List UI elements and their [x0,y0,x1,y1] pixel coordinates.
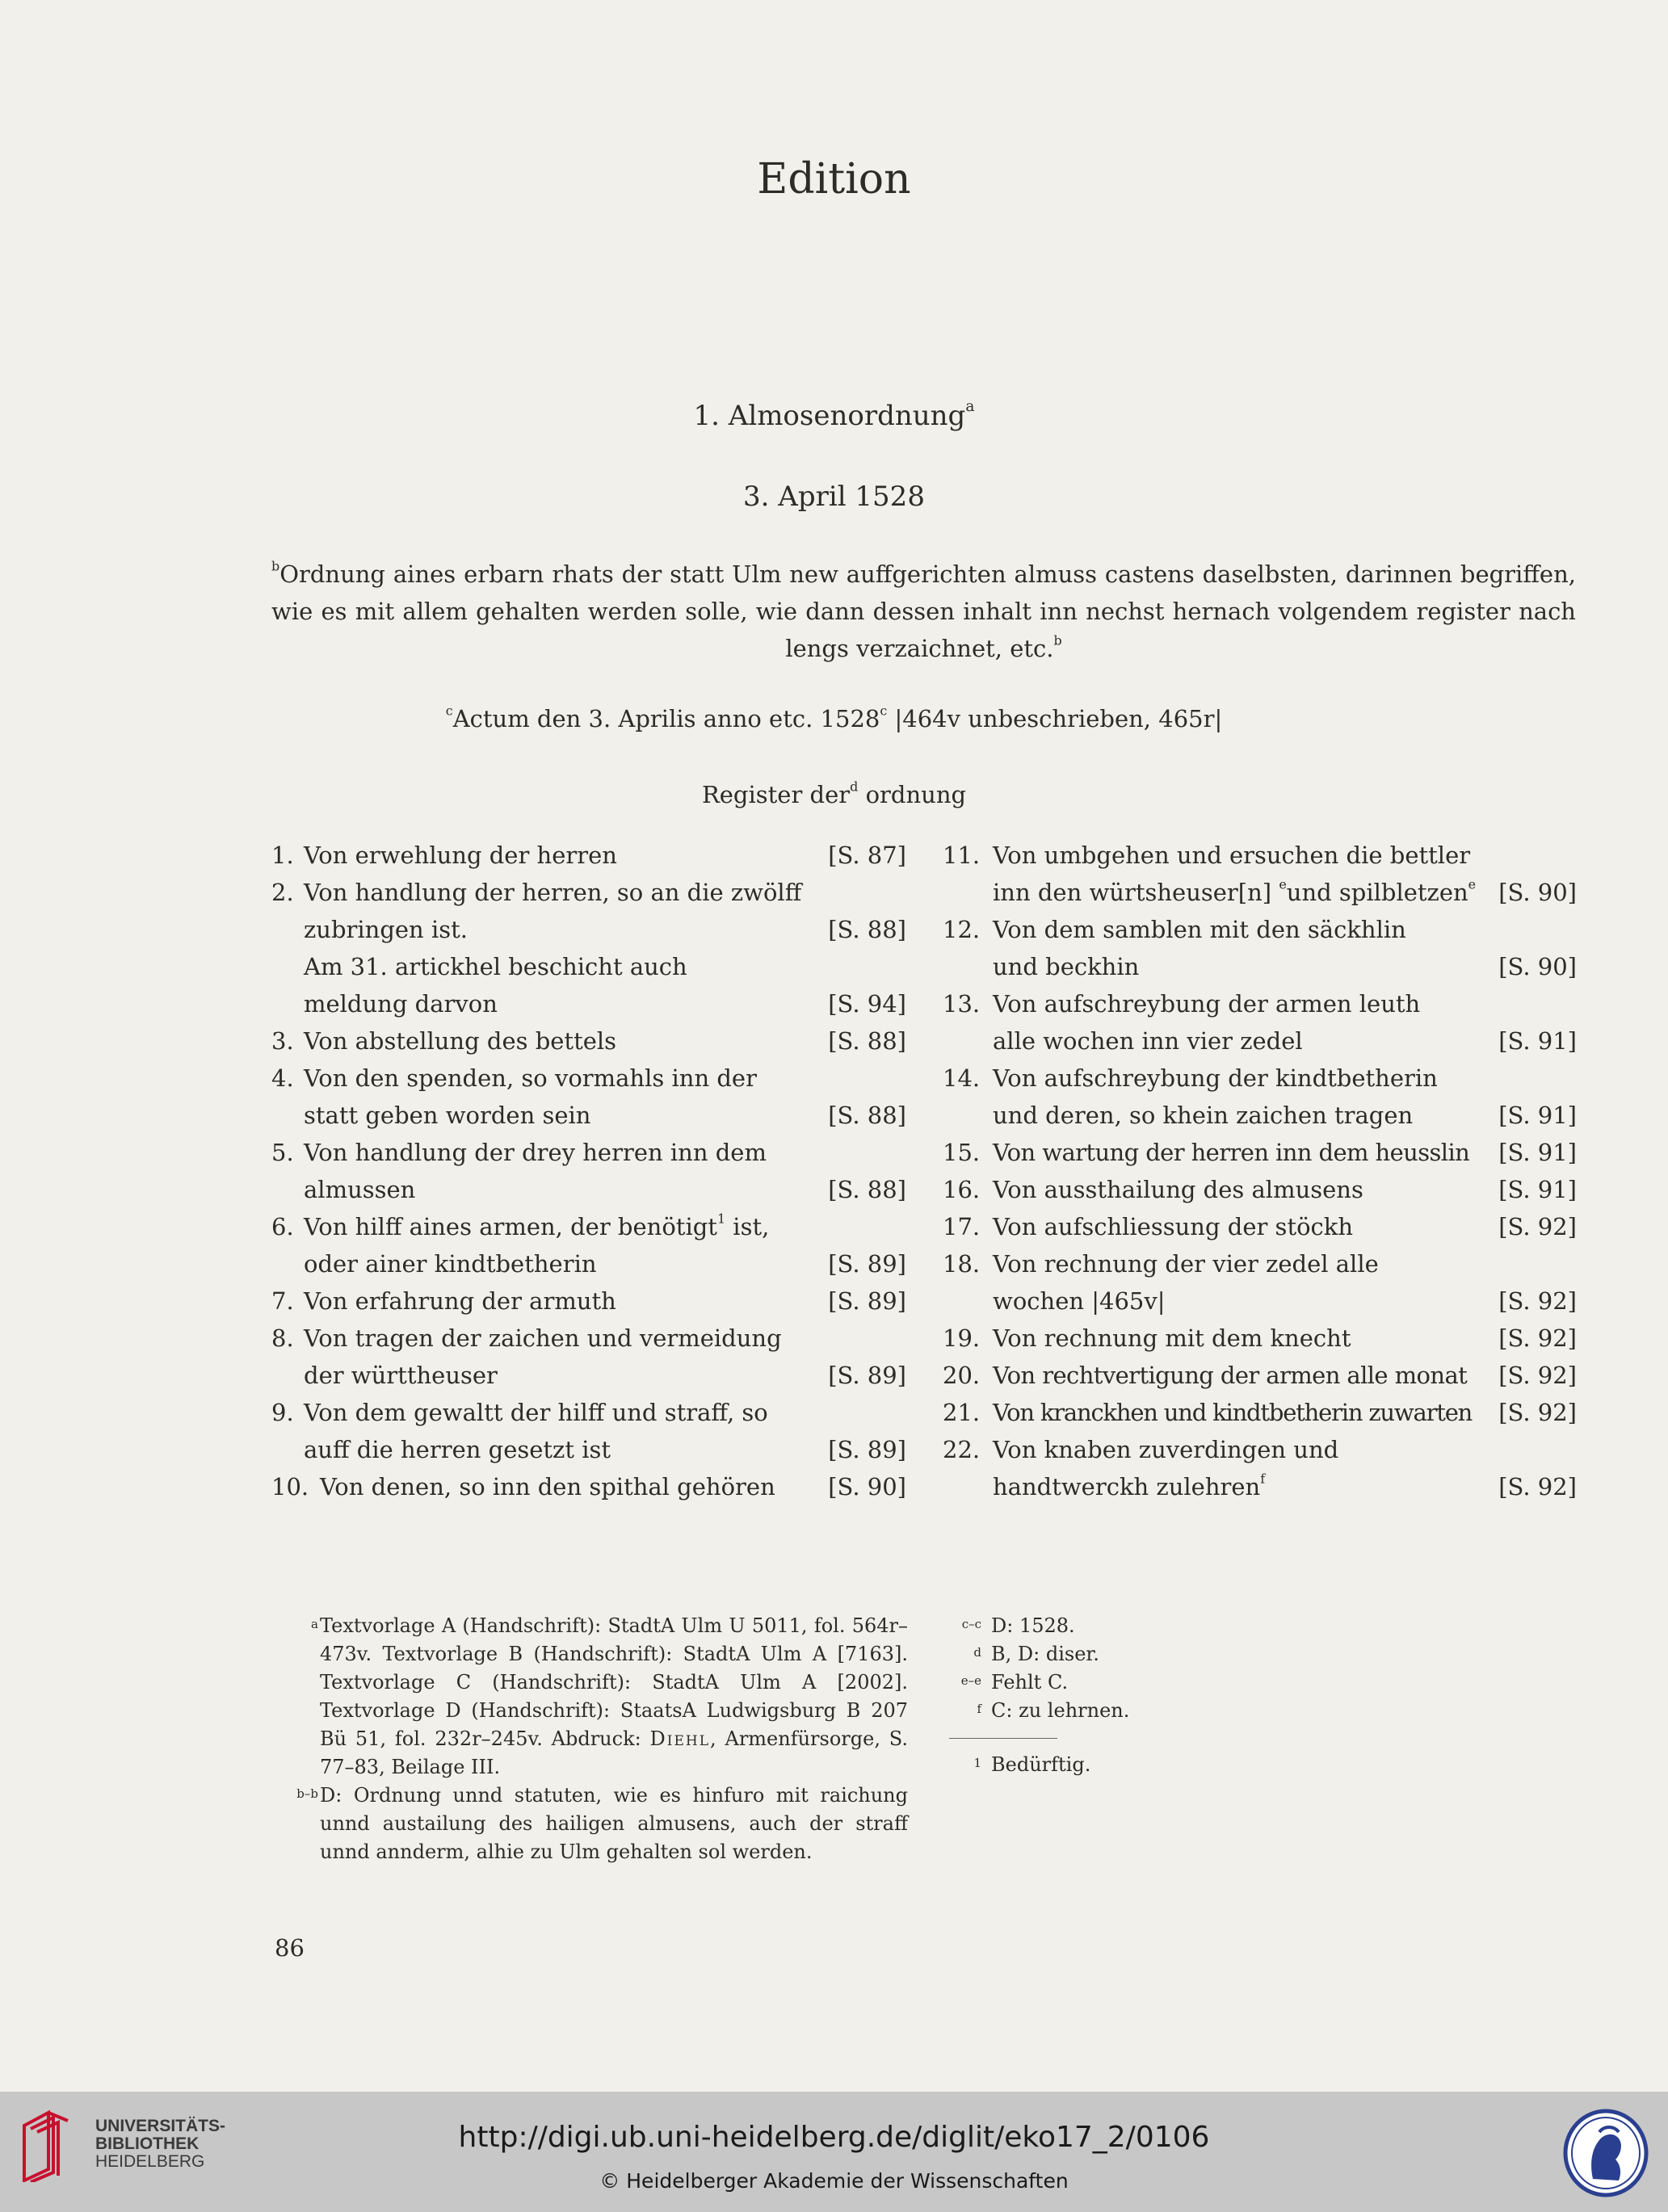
toc-page-ref: [S. 92] [1498,1362,1577,1389]
institution-line: UNIVERSITÄTS- [95,2117,226,2135]
footnote-mark: f [977,1702,981,1716]
page-number: 86 [275,1934,305,1962]
toc-entry [943,948,1577,985]
academy-seal-icon[interactable] [1562,2108,1649,2198]
toc-number: 16. [943,1176,981,1203]
toc-text: zubringen ist. [304,916,468,943]
footnote-text: , Armenfürsorge, S. 77–83, Beilage III. [320,1727,909,1778]
toc-entry [271,1394,906,1431]
footnote-mark: f [1260,1471,1266,1487]
toc-page-ref: [S. 89] [828,1287,906,1315]
toc-text: Von denen, so inn den spithal gehören [320,1473,775,1501]
footnote [949,1640,1288,1668]
footnote-text: D: Ordnung unnd statuten, wie es hinfuro mit raichung unnd austailung des hailigen almusens, auch der straff unnd annderm, alhie zu Ulm gehalten sol werden. [320,1784,908,1863]
toc-entry [271,1208,906,1245]
toc-page-ref: [S. 91] [1498,1102,1577,1129]
toc-text: Von aufschreybung der kindtbetherin [993,1064,1438,1092]
toc-text: Von aufschreybung der armen leuth [993,990,1421,1018]
footnote-mark: c–c [961,1617,981,1631]
toc-entry [271,1245,906,1282]
toc-number: 19. [943,1324,981,1352]
toc-text: und beckhin [993,953,1140,980]
footnote [949,1612,1288,1640]
toc-text: Von kranckhen und kindtbetherin zuwarten [993,1399,1473,1426]
footnote-mark: 1 [716,1211,726,1227]
footnotes-left [286,1612,908,1866]
toc-text: Von erwehlung der herren [304,842,617,869]
toc-entry [271,1060,906,1097]
toc-text: Von rechtvertigung der armen alle monat [993,1362,1468,1389]
toc-entry [271,837,906,874]
toc-entry [943,1394,1577,1431]
toc-entry [943,1171,1577,1208]
toc-page-ref: [S. 89] [828,1250,906,1278]
footnote-mark: b–b [296,1786,318,1801]
toc-page-ref: [S. 90] [1498,953,1577,980]
toc-page-ref: [S. 87] [828,842,906,869]
toc-number: 21. [943,1399,981,1426]
toc-number: 1. [271,842,294,869]
toc-entry [943,1022,1577,1060]
footnote-mark: a [311,1617,318,1631]
toc-entry [943,1208,1577,1245]
footnote-mark: c [880,703,888,719]
toc-text: Von wartung der herren inn dem heusslin [993,1139,1470,1166]
toc-text: statt geben worden sein [304,1102,591,1129]
toc-entry [271,1468,906,1505]
toc-page-ref: [S. 94] [828,990,906,1018]
footnote-text: C: zu lehrnen. [991,1699,1130,1722]
toc-page-ref: [S. 88] [828,1027,906,1055]
toc-text-part: und spilbletzen [1286,879,1468,906]
toc-entry [943,1357,1577,1394]
toc-entry [271,1134,906,1171]
toc-page-ref: [S. 91] [1498,1176,1577,1203]
toc-entry [271,911,906,948]
footnotes-numbered [949,1751,1288,1779]
toc-number: 4. [271,1064,294,1092]
toc-page-ref: [S. 88] [828,1102,906,1129]
toc-entry [271,1431,906,1468]
toc-left-column [271,837,906,1505]
toc-page-ref: [S. 91] [1498,1139,1577,1166]
toc-entry [943,1282,1577,1320]
toc-text: Von den spenden, so vormahls inn der [304,1064,757,1092]
institution-line: HEIDELBERG [95,2152,205,2171]
footnote-text: D: 1528. [991,1614,1075,1637]
toc-entry [943,911,1577,948]
footnote-text: B, D: diser. [991,1643,1099,1665]
toc-number: 12. [943,916,981,943]
toc-number: 17. [943,1213,981,1240]
toc-number: 6. [271,1213,294,1240]
toc-entry [271,1022,906,1060]
toc-entry [943,1245,1577,1282]
toc-page-ref: [S. 92] [1498,1287,1577,1315]
toc-text: Von abstellung des bettels [304,1027,617,1055]
institution-line: BIBLIOTHEK [95,2134,200,2153]
document-title [0,400,1668,432]
toc-text: Von handlung der drey herren inn dem [304,1139,767,1166]
toc-entry [271,948,906,985]
toc-text: Von rechnung mit dem knecht [993,1324,1351,1352]
section-heading: Edition [757,155,911,204]
toc-entry [271,985,906,1022]
footnote-mark: e [1468,876,1477,892]
toc-entry [943,1468,1577,1505]
footnote-author: Diehl [649,1727,711,1750]
toc-number: 2. [271,879,294,906]
toc-text: meldung darvon [304,990,498,1018]
copyright-notice: © Heidelberger Akademie der Wissenschaften [599,2169,1069,2193]
footnote [286,1612,908,1782]
toc-page-ref: [S. 88] [828,916,906,943]
toc-text: Von aufschliessung der stöckh [993,1213,1354,1240]
toc-text: Von dem gewaltt der hilff und straff, so [304,1399,768,1426]
footnotes-right [949,1612,1288,1725]
toc-number: 15. [943,1139,981,1166]
toc-text: Von knaben zuverdingen und [993,1436,1339,1463]
intro-text: Ordnung aines erbarn rhats der statt Ulm new auffgerichten almuss castens daselbsten, darinnen begriffen, wie es mit allem gehalten werden solle, wie dann dessen inhalt inn nechst hernach volgendem register nach lengs verzaichnet, etc. [271,560,1576,662]
toc-number: 18. [943,1250,981,1278]
toc-entry [943,1134,1577,1171]
toc-number: 10. [271,1473,309,1501]
toc-text: wochen |465v| [993,1287,1166,1315]
toc-entry [943,1097,1577,1134]
toc-text [993,1468,1265,1505]
footnote [949,1751,1288,1779]
toc-text: Am 31. artickhel beschicht auch [304,953,687,980]
source-url-link[interactable]: http://digi.ub.uni-heidelberg.de/diglit/eko17_2/0106 [458,2121,1210,2154]
toc-entry [943,1431,1577,1468]
toc-entry [271,1171,906,1208]
toc-entry [943,1320,1577,1357]
footnote-mark: b [271,558,280,574]
toc-entry [271,874,906,911]
footnote-mark: c [445,703,453,719]
footer-bar [0,2092,1668,2212]
toc-page-ref: [S. 89] [828,1362,906,1389]
toc-text-part: inn den würtsheuser[n] [993,879,1279,906]
footnote [949,1697,1288,1725]
toc-page-ref: [S. 88] [828,1176,906,1203]
toc-number: 11. [943,842,981,869]
footnote-mark: d [973,1645,981,1660]
toc-text [993,874,1476,911]
toc-text-part: Von hilff aines armen, der benötigt [304,1213,717,1240]
document-title-text: 1. Almosenordnung [693,400,966,432]
footnote-mark: e–e [960,1673,981,1688]
toc-entry [943,874,1577,911]
toc-text: Von erfahrung der armuth [304,1287,616,1315]
footnote-mark: 1 [973,1756,981,1770]
footnote [286,1782,908,1866]
toc-entry [271,1282,906,1320]
toc-entry [943,1060,1577,1097]
toc-page-ref: [S. 92] [1498,1399,1577,1426]
toc-text: Von dem samblen mit den säckhlin [993,916,1406,943]
toc-text: Von aussthailung des almusens [993,1176,1363,1203]
toc-number: 13. [943,990,981,1018]
document-date: 3. April 1528 [743,481,925,513]
toc-text: Von handlung der herren, so an die zwölff [304,879,802,906]
toc-number: 14. [943,1064,981,1092]
toc-text: Von rechnung der vier zedel alle [993,1250,1379,1278]
toc-entry [271,1320,906,1357]
toc-number: 8. [271,1324,294,1352]
toc-page-ref: [S. 90] [828,1473,906,1501]
footnote [949,1668,1288,1697]
register-heading-text: ordnung [858,781,967,808]
toc-page-ref: [S. 89] [828,1436,906,1463]
toc-page-ref: [S. 92] [1498,1213,1577,1240]
footnote-mark: d [850,779,859,795]
footnote-text: Fehlt C. [991,1671,1069,1694]
toc-text: Von umbgehen und ersuchen die bettler [993,842,1471,869]
toc-number: 3. [271,1027,294,1055]
footnote-mark: e [1279,876,1287,892]
footnote-divider [949,1738,1057,1739]
actum-text: Actum den 3. Aprilis anno etc. 1528 [452,705,880,732]
footnote-text: Textvorlage A (Handschrift): StadtA Ulm U 5011, fol. 564r–473v. Textvorlage B (Handschrift): StadtA Ulm A [7163]. Textvorlage C (Handschrift): StadtA Ulm A [2002]. Textvorlage D (Handschrift): StaatsA Ludwigsburg B 207 Bü 51, fol. 232r–245v. Abdruck: [320,1614,908,1750]
toc-text: auff die herren gesetzt ist [304,1436,611,1463]
footnote-mark: a [965,398,975,416]
folio-reference: |464v unbeschrieben, 465r| [894,705,1223,732]
footnote-mark: b [1053,632,1062,648]
toc-text: der württheuser [304,1362,498,1389]
toc-entry [271,1097,906,1134]
toc-text-part: handtwerckh zulehren [993,1473,1261,1501]
toc-page-ref: [S. 91] [1498,1027,1577,1055]
toc-text-part: ist, [725,1213,770,1240]
toc-number: 9. [271,1399,294,1426]
toc-page-ref: [S. 90] [1498,879,1577,906]
toc-right-column [943,837,1577,1505]
toc-number: 7. [271,1287,294,1315]
toc-entry [943,837,1577,874]
toc-number: 22. [943,1436,981,1463]
register-heading [0,781,1668,808]
intro-paragraph [271,556,1576,667]
toc-number: 20. [943,1362,981,1389]
register-heading-text: Register der [701,781,851,808]
footnote-text: Bedürftig. [991,1753,1091,1776]
toc-text: alle wochen inn vier zedel [993,1027,1303,1055]
actum-line [0,705,1668,732]
toc-page-ref: [S. 92] [1498,1324,1577,1352]
toc-text: almussen [304,1176,416,1203]
toc-entry [271,1357,906,1394]
toc-text [304,1208,769,1245]
toc-entry [943,985,1577,1022]
toc-number: 5. [271,1139,294,1166]
toc-text: und deren, so khein zaichen tragen [993,1102,1414,1129]
toc-page-ref: [S. 92] [1498,1473,1577,1501]
toc-text: oder ainer kindtbetherin [304,1250,597,1278]
toc-text: Von tragen der zaichen und vermeidung [304,1324,782,1352]
